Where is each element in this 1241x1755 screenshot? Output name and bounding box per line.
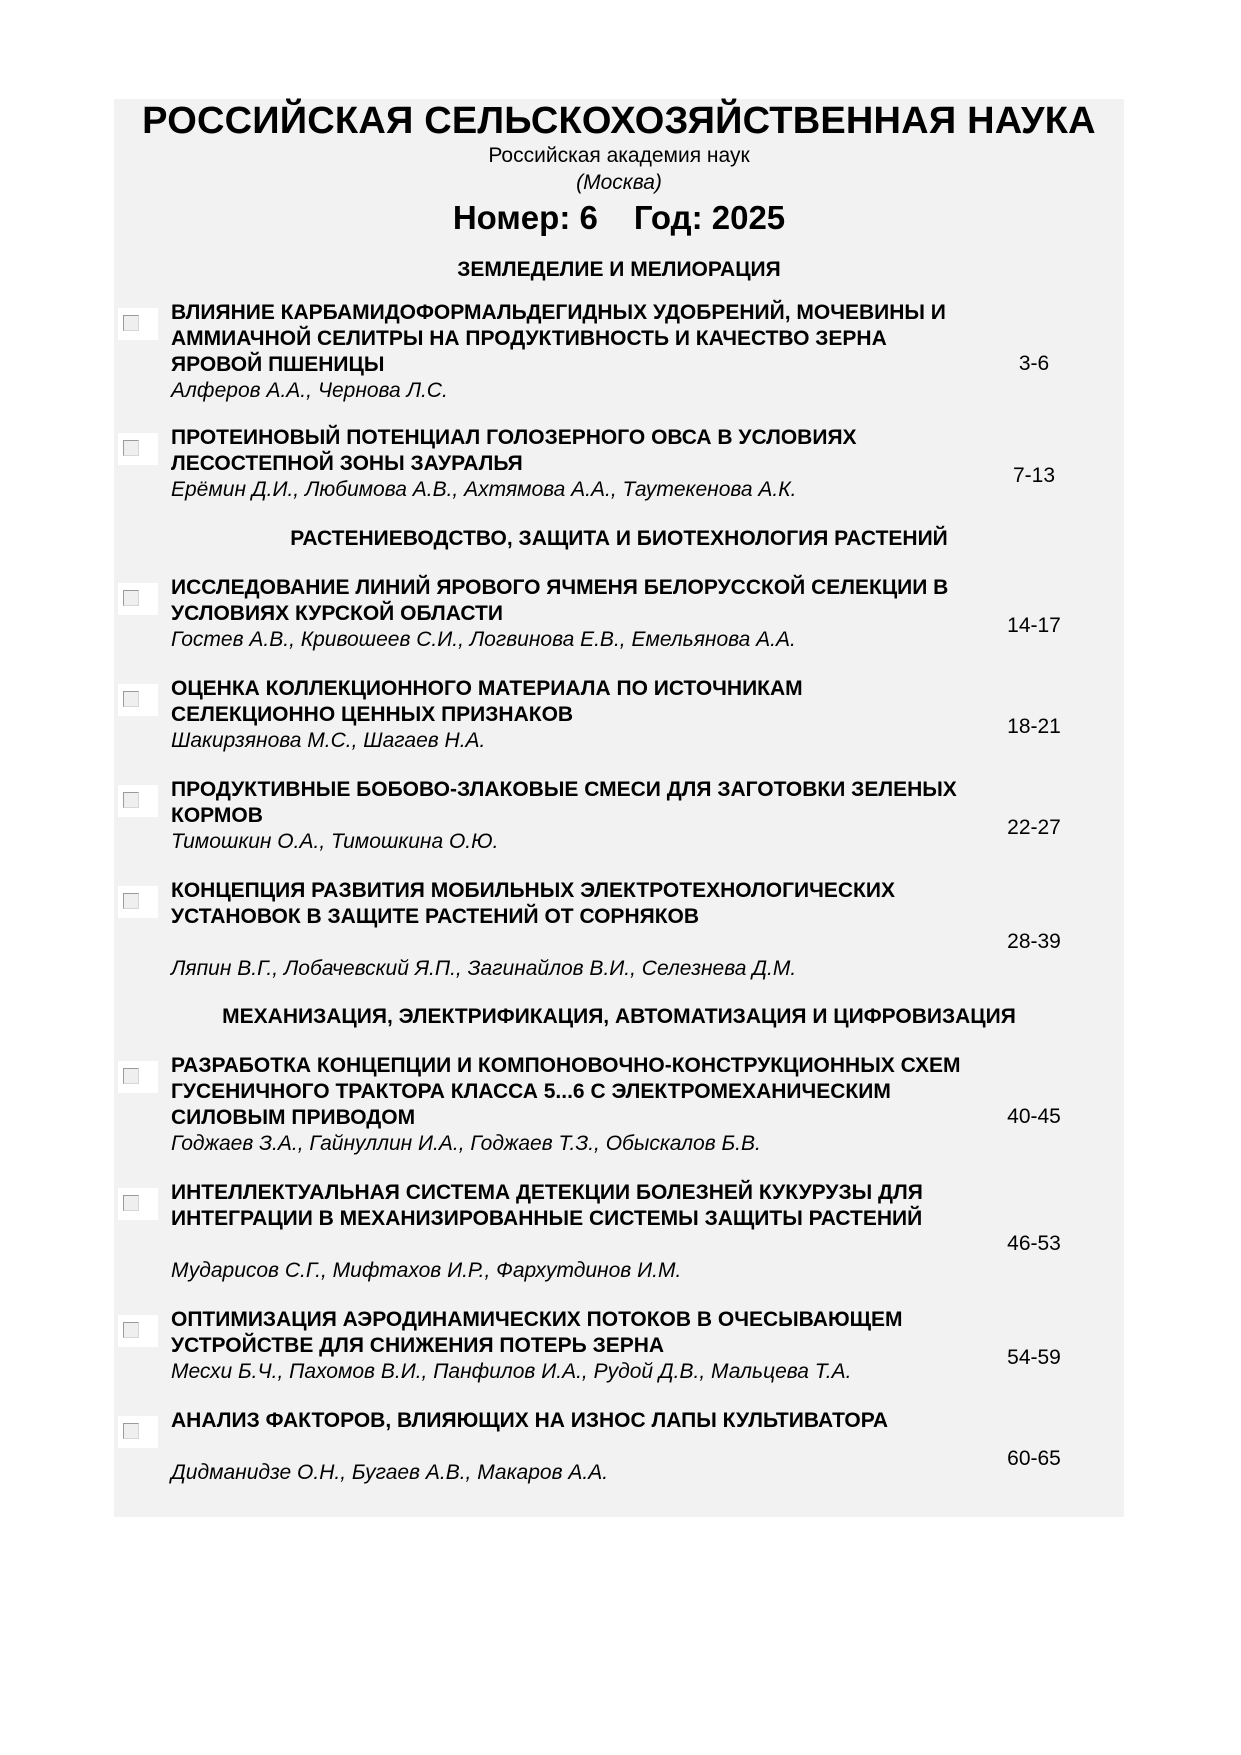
publisher: Российская академия наук (488, 144, 750, 167)
article-pages: 18-21 (1007, 715, 1061, 738)
select-checkbox[interactable] (118, 785, 158, 817)
article-authors: Месхи Б.Ч., Пахомов В.И., Панфилов И.А., Рудой Д.В., Мальцева Т.А. (171, 1360, 852, 1383)
article-pages: 28-39 (1007, 930, 1061, 953)
section-heading: РАСТЕНИЕВОДСТВО, ЗАЩИТА И БИОТЕХНОЛОГИЯ РАСТЕНИЙ (290, 527, 948, 550)
issue-info (114, 199, 1124, 237)
journal-title: РОССИЙСКАЯ СЕЛЬСКОХОЗЯЙСТВЕННАЯ НАУКА (142, 100, 1096, 142)
article-title[interactable]: ОПТИМИЗАЦИЯ АЭРОДИНАМИЧЕСКИХ ПОТОКОВ В ОЧЕСЫВАЮЩЕМ УСТРОЙСТВЕ ДЛЯ СНИЖЕНИЯ ПОТЕРЬ ЗЕРНА (171, 1308, 903, 1357)
article-authors: Дидманидзе О.Н., Бугаев А.В., Макаров А.А. (171, 1461, 609, 1484)
section-heading: МЕХАНИЗАЦИЯ, ЭЛЕКТРИФИКАЦИЯ, АВТОМАТИЗАЦИЯ И ЦИФРОВИЗАЦИЯ (222, 1005, 1016, 1028)
article-title[interactable]: ИССЛЕДОВАНИЕ ЛИНИЙ ЯРОВОГО ЯЧМЕНЯ БЕЛОРУССКОЙ СЕЛЕКЦИИ В УСЛОВИЯХ КУРСКОЙ ОБЛАСТИ (171, 576, 949, 625)
article-pages: 60-65 (1007, 1447, 1061, 1470)
article-title[interactable]: КОНЦЕПЦИЯ РАЗВИТИЯ МОБИЛЬНЫХ ЭЛЕКТРОТЕХНОЛОГИЧЕСКИХ УСТАНОВОК В ЗАЩИТЕ РАСТЕНИЙ ОТ СОРНЯКОВ (171, 879, 895, 928)
select-checkbox[interactable] (118, 1188, 158, 1220)
article-authors: Годжаев З.А., Гайнуллин И.А., Годжаев Т.З., Обыскалов Б.В. (171, 1132, 761, 1155)
article-pages: 40-45 (1007, 1105, 1061, 1128)
select-checkbox[interactable] (118, 886, 158, 918)
article-authors: Тимошкин О.А., Тимошкина О.Ю. (171, 830, 499, 853)
article-pages: 7-13 (1012, 464, 1056, 487)
city: (Москва) (576, 171, 662, 194)
article-pages: 22-27 (1007, 816, 1061, 839)
article-authors: Шакирзянова М.С., Шагаев Н.А. (171, 729, 486, 752)
article-pages: 3-6 (1018, 352, 1050, 375)
article-title[interactable]: ПРОДУКТИВНЫЕ БОБОВО-ЗЛАКОВЫЕ СМЕСИ ДЛЯ ЗАГОТОВКИ ЗЕЛЕНЫХ КОРМОВ (171, 778, 957, 827)
article-title[interactable]: РАЗРАБОТКА КОНЦЕПЦИИ И КОМПОНОВОЧНО-КОНСТРУКЦИОННЫХ СХЕМ ГУСЕНИЧНОГО ТРАКТОРА КЛАССА 5...6 С ЭЛЕКТРОМЕХАНИЧЕСКИМ СИЛОВЫМ ПРИВОДОМ (171, 1054, 961, 1129)
article-authors: Гостев А.В., Кривошеев С.И., Логвинова Е.В., Емельянова А.А. (171, 628, 796, 651)
article-authors: Ляпин В.Г., Лобачевский Я.П., Загинайлов В.И., Селезнева Д.М. (171, 957, 797, 980)
article-pages: 46-53 (1007, 1232, 1061, 1255)
article-pages: 14-17 (1007, 614, 1061, 637)
section-heading: ЗЕМЛЕДЕЛИЕ И МЕЛИОРАЦИЯ (457, 258, 781, 281)
select-checkbox[interactable] (118, 1061, 158, 1093)
select-checkbox[interactable] (118, 1416, 158, 1448)
article-title[interactable]: ОЦЕНКА КОЛЛЕКЦИОННОГО МАТЕРИАЛА ПО ИСТОЧНИКАМ СЕЛЕКЦИОННО ЦЕННЫХ ПРИЗНАКОВ (171, 677, 803, 726)
select-checkbox[interactable] (118, 433, 158, 465)
article-title[interactable]: ПРОТЕИНОВЫЙ ПОТЕНЦИАЛ ГОЛОЗЕРНОГО ОВСА В УСЛОВИЯХ ЛЕСОСТЕПНОЙ ЗОНЫ ЗАУРАЛЬЯ (171, 426, 857, 475)
issue-year: Год: 2025 (633, 199, 786, 236)
article-authors: Мударисов С.Г., Мифтахов И.Р., Фархутдинов И.М. (171, 1259, 682, 1282)
article-authors: Ерёмин Д.И., Любимова А.В., Ахтямова А.А., Таутекенова А.К. (171, 478, 797, 501)
issue-number: Номер: 6 (452, 199, 598, 236)
article-authors: Алферов А.А., Чернова Л.С. (171, 379, 448, 402)
select-checkbox[interactable] (118, 583, 158, 615)
select-checkbox[interactable] (118, 684, 158, 716)
select-checkbox[interactable] (118, 308, 158, 340)
select-checkbox[interactable] (118, 1315, 158, 1347)
article-title[interactable]: АНАЛИЗ ФАКТОРОВ, ВЛИЯЮЩИХ НА ИЗНОС ЛАПЫ КУЛЬТИВАТОРА (171, 1409, 889, 1432)
article-title[interactable]: ИНТЕЛЛЕКТУАЛЬНАЯ СИСТЕМА ДЕТЕКЦИИ БОЛЕЗНЕЙ КУКУРУЗЫ ДЛЯ ИНТЕГРАЦИИ В МЕХАНИЗИРОВАННЫЕ СИСТЕМЫ ЗАЩИТЫ РАСТЕНИЙ (171, 1181, 923, 1230)
article-title[interactable]: ВЛИЯНИЕ КАРБАМИДОФОРМАЛЬДЕГИДНЫХ УДОБРЕНИЙ, МОЧЕВИНЫ И АММИАЧНОЙ СЕЛИТРЫ НА ПРОДУКТИВНОСТЬ И КАЧЕСТВО ЗЕРНА ЯРОВОЙ ПШЕНИЦЫ (171, 301, 946, 376)
article-pages: 54-59 (1007, 1346, 1061, 1369)
